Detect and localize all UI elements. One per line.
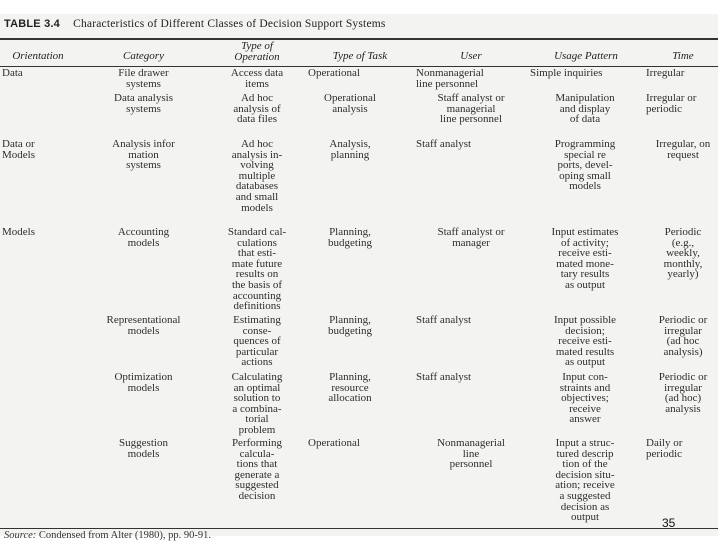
row-7-time: Daily or periodic: [646, 437, 683, 460]
row-2-user: Staff analyst or managerial line personnel: [437, 92, 505, 126]
row-4-operation: Standard cal- culations that esti- mate future results on the basis of accounting definitions: [227, 226, 287, 313]
bottom-rule: [0, 528, 718, 529]
header-user: User: [460, 50, 482, 62]
row-1-operation: Access data items: [230, 67, 284, 90]
row-7-user: Nonmanagerial line personnel: [437, 437, 505, 471]
source-label: Source:: [4, 530, 37, 541]
table-title: Characteristics of Different Classes of Decision Support Systems: [73, 18, 386, 30]
row-4-orientation: Models: [2, 226, 35, 238]
header-time: Time: [672, 50, 694, 62]
row-3-user: Staff analyst: [416, 138, 472, 150]
row-7-operation: Performing calcula- tions that generate a suggested decision: [231, 437, 283, 502]
header-category: Category: [123, 50, 164, 62]
header-orientation: Orientation: [12, 50, 64, 62]
row-6-time: Periodic or irregular (ad hoc) analysis: [658, 371, 708, 415]
row-4-category: Accounting models: [117, 226, 170, 249]
row-5-task: Planning, budgeting: [328, 314, 372, 337]
row-5-usage: Input possible decision; receive esti- mated results as output: [553, 314, 617, 369]
row-3-time: Irregular, on request: [655, 138, 711, 161]
row-4-time: Periodic (e.g., weekly, monthly, yearly): [663, 226, 703, 281]
row-6-usage: Input con- straints and objectives; receive answer: [559, 371, 611, 426]
table-caption: [4, 18, 386, 30]
row-3-task: Analysis, planning: [329, 138, 371, 161]
row-1-time: Irregular: [646, 67, 685, 79]
row-6-category: Optimization models: [114, 371, 173, 394]
row-7-category: Suggestion models: [119, 437, 168, 460]
row-2-operation: Ad hoc analysis of data files: [233, 92, 281, 126]
row-5-user: Staff analyst: [416, 314, 472, 326]
table-label: TABLE 3.4: [4, 18, 60, 30]
row-5-operation: Estimating conse- quences of particular actions: [233, 314, 281, 369]
source-note: [4, 530, 211, 541]
row-2-usage: Manipulation and display of data: [555, 92, 615, 126]
row-1-orientation: Data: [2, 67, 23, 79]
source-text: Condensed from Alter (1980), pp. 90-91.: [38, 530, 211, 541]
row-2-category: Data analysis systems: [114, 92, 173, 115]
row-1-user: Nonmanagerial line personnel: [416, 67, 484, 90]
header-usage-pattern: Usage Pattern: [554, 50, 618, 62]
row-7-usage: Input a struc- tured descrip tion of the decision situ- ation; receive a suggested decision as output: [555, 437, 615, 524]
row-6-task: Planning, resource allocation: [328, 371, 372, 405]
row-3-orientation: Data or Models: [2, 138, 35, 161]
row-1-usage: Simple inquiries: [530, 67, 603, 79]
row-3-category: Analysis infor mation systems: [112, 138, 175, 172]
row-6-operation: Calculating an optimal solution to a combina- torial problem: [231, 371, 283, 436]
row-7-task: Operational: [308, 437, 360, 449]
row-4-task: Planning, budgeting: [328, 226, 372, 249]
header-type-of-task: Type of Task: [332, 50, 388, 62]
row-3-operation: Ad hoc analysis in- volving multiple databases and small models: [231, 138, 283, 214]
row-5-time: Periodic or irregular (ad hoc analysis): [658, 314, 708, 358]
row-6-user: Staff analyst: [416, 371, 472, 383]
row-1-task: Operational: [308, 67, 360, 79]
row-4-user: Staff analyst or manager: [437, 226, 505, 249]
page-number: 35: [662, 516, 676, 530]
row-1-category: File drawer systems: [118, 67, 169, 90]
top-rule: [0, 38, 718, 40]
row-2-time: Irregular or periodic: [646, 92, 697, 115]
row-5-category: Representational models: [106, 314, 181, 337]
row-2-task: Operational analysis: [324, 92, 376, 115]
header-type-of-operation: Type of Operation: [234, 40, 280, 63]
row-4-usage: Input estimates of activity; receive esti- mated mone- tary results as output: [551, 226, 619, 291]
row-3-usage: Programming special re ports, devel- oping small models: [554, 138, 616, 193]
